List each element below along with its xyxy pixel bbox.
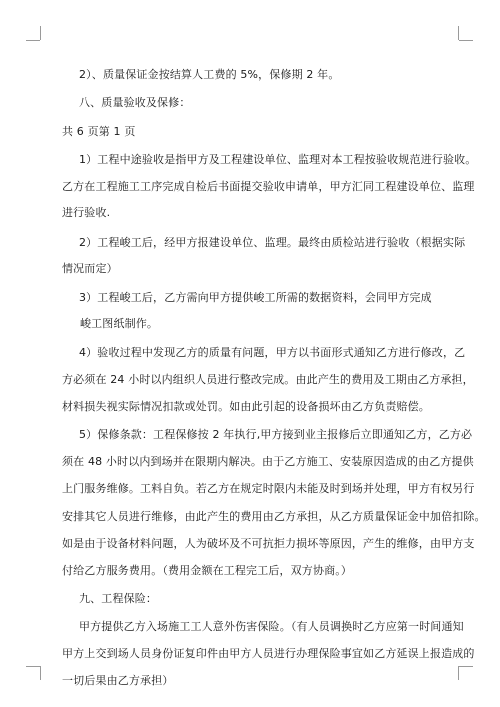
paragraph-5-line-5: 如是由于设备材料问题，人为破坏及不可抗拒力损坏等原因，产生的维修，由甲方支 <box>62 537 475 550</box>
paragraph-4-line-3: 材料损失视实际情况扣款或处罚。如由此引起的设备损坏由乙方负责赔偿。 <box>62 400 430 413</box>
paragraph-2-line-2: 情况而定） <box>62 262 118 275</box>
paragraph-1-line-1: 1）工程中途验收是指甲方及工程建设单位、监理对本工程按验收规范进行验收。 <box>79 153 477 166</box>
paragraph-5-line-6: 付给乙方服务费用。（费用金额在工程完工后，双方协商。） <box>62 564 353 577</box>
paragraph-1-line-2: 乙方在工程施工工序完成自检后书面提交验收申请单，甲方汇同工程建设单位、监理 <box>62 180 475 193</box>
section-9-heading: 九、工程保险： <box>79 592 158 605</box>
paragraph-4-line-1: 4）验收过程中发现乙方的质量有问题，甲方以书面形式通知乙方进行修改，乙 <box>79 346 466 359</box>
paragraph-4-line-2: 方必须在 24 小时以内组织人员进行整改完成。由此产生的费用及工期由乙方承担， <box>62 373 474 386</box>
clause-2-line: 2）、质量保证金按结算人工费的 5%，保修期 2 年。 <box>79 68 340 81</box>
paragraph-3-line-1: 3）工程峻工后，乙方需向甲方提供峻工所需的数据资料，会同甲方完成 <box>79 291 432 304</box>
paragraph-3-line-2: 峻工图纸制作。 <box>80 317 159 330</box>
paragraph-5-line-1: 5）保修条款：工程保修按 2 年执行,甲方接到业主报修后立即通知乙方，乙方必 <box>79 428 473 441</box>
paragraph-6-line-1: 甲方提供乙方入场施工工人意外伤害保险。（有人员调换时乙方应第一时间通知 <box>79 620 464 633</box>
paragraph-5-line-2: 须在 48 小时以内到场并在限期内解决。由于乙方施工、安装原因造成的由乙方提供 <box>62 455 474 468</box>
section-8-heading: 八、质量验收及保修： <box>79 96 191 109</box>
paragraph-2-line-1: 2）工程峻工后，经甲方报建设单位、监理。最终由质检站进行验收（根据实际 <box>79 236 466 249</box>
paragraph-6-line-3: 一切后果由乙方承担） <box>62 674 174 687</box>
page-counter: 共 6 页第 1 页 <box>62 125 136 138</box>
paragraph-6-line-2: 甲方上交到场人员身份证复印件由甲方人员进行办理保险事宜如乙方延误上报造成的 <box>62 647 475 660</box>
paragraph-5-line-3: 上门服务维修。工料自负。若乙方在规定时限内未能及时到场并处理，甲方有权另行 <box>62 482 475 495</box>
paragraph-5-line-4: 安排其它人员进行维修，由此产生的费用由乙方承担，从乙方质量保证金中加倍扣除。 <box>62 510 486 523</box>
paragraph-1-line-3: 进行验收. <box>62 206 111 219</box>
